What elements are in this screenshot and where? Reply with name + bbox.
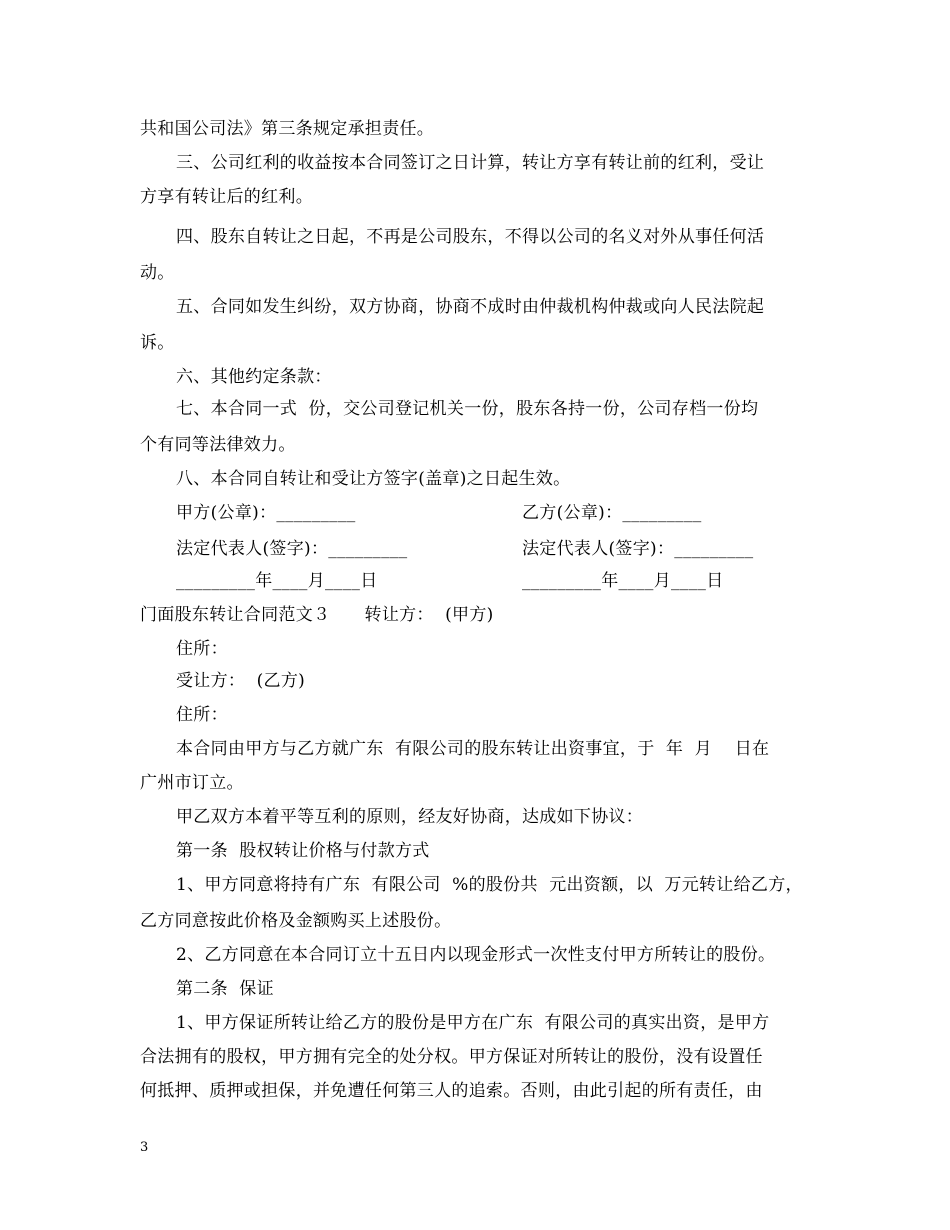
clause-seven: 七、本合同一式 份，交公司登记机关一份，股东各持一份，公司存档一份均 xyxy=(176,399,759,419)
party-a-rep-line: 法定代表人(签字)：_________ xyxy=(176,539,408,559)
party-a-seal-line: 甲方(公章)：_________ xyxy=(176,503,356,523)
article-two-heading: 第二条 保证 xyxy=(176,979,274,999)
paragraph-line: 动。 xyxy=(140,263,175,283)
address-line: 住所： xyxy=(176,639,228,659)
party-b-rep-line: 法定代表人(签字)：_________ xyxy=(522,539,754,559)
clause-eight: 八、本合同自转让和受让方签字(盖章)之日起生效。 xyxy=(176,469,571,489)
party-b-seal-line: 乙方(公章)：_________ xyxy=(522,503,702,523)
page-number: 3 xyxy=(140,1140,149,1155)
paragraph-line: 何抵押、质押或担保，并免遭任何第三人的追索。否则，由此引起的所有责任，由 xyxy=(140,1081,763,1101)
paragraph-line: 本合同由甲方与乙方就广东 有限公司的股东转让出资事宜，于 年 月 日在 xyxy=(176,739,770,759)
party-b-date-line: _________年____月____日 xyxy=(522,571,724,591)
clause-six: 六、其他约定条款： xyxy=(176,367,332,387)
section-heading: 门面股东转让合同范文３ 转让方： (甲方) xyxy=(140,605,494,625)
paragraph-line: 2、乙方同意在本合同订立十五日内以现金形式一次性支付甲方所转让的股份。 xyxy=(176,945,776,965)
transferee-line: 受让方： (乙方) xyxy=(176,671,306,691)
paragraph-line: 合法拥有的股权，甲方拥有完全的处分权。甲方保证对所转让的股份，没有设置任 xyxy=(140,1047,763,1067)
address-line: 住所： xyxy=(176,705,228,725)
paragraph-line: 个有同等法律效力。 xyxy=(140,435,296,455)
paragraph-line: 广州市订立。 xyxy=(140,773,244,793)
paragraph-line: 甲乙双方本着平等互利的原则，经友好协商，达成如下协议： xyxy=(176,807,644,827)
clause-five: 五、合同如发生纠纷，双方协商，协商不成时由仲裁机构仲裁或向人民法院起 xyxy=(176,297,765,317)
paragraph-line: 乙方同意按此价格及金额购买上述股份。 xyxy=(140,911,452,931)
clause-four: 四、股东自转让之日起，不再是公司股东，不得以公司的名义对外从事任何活 xyxy=(176,227,765,247)
paragraph-line: 方享有转让后的红利。 xyxy=(140,187,313,207)
paragraph-line: 诉。 xyxy=(140,333,175,353)
article-one-heading: 第一条 股权转让价格与付款方式 xyxy=(176,841,430,861)
paragraph-line: 1、甲方同意将持有广东 有限公司 %的股份共 元出资额，以 万元转让给乙方， xyxy=(176,875,803,895)
clause-three: 三、公司红利的收益按本合同签订之日计算，转让方享有转让前的红利，受让 xyxy=(176,153,765,173)
paragraph-line: 1、甲方保证所转让给乙方的股份是甲方在广东 有限公司的真实出资，是甲方 xyxy=(176,1013,770,1033)
party-a-date-line: _________年____月____日 xyxy=(176,571,378,591)
paragraph-line: 共和国公司法》第三条规定承担责任。 xyxy=(140,119,435,139)
